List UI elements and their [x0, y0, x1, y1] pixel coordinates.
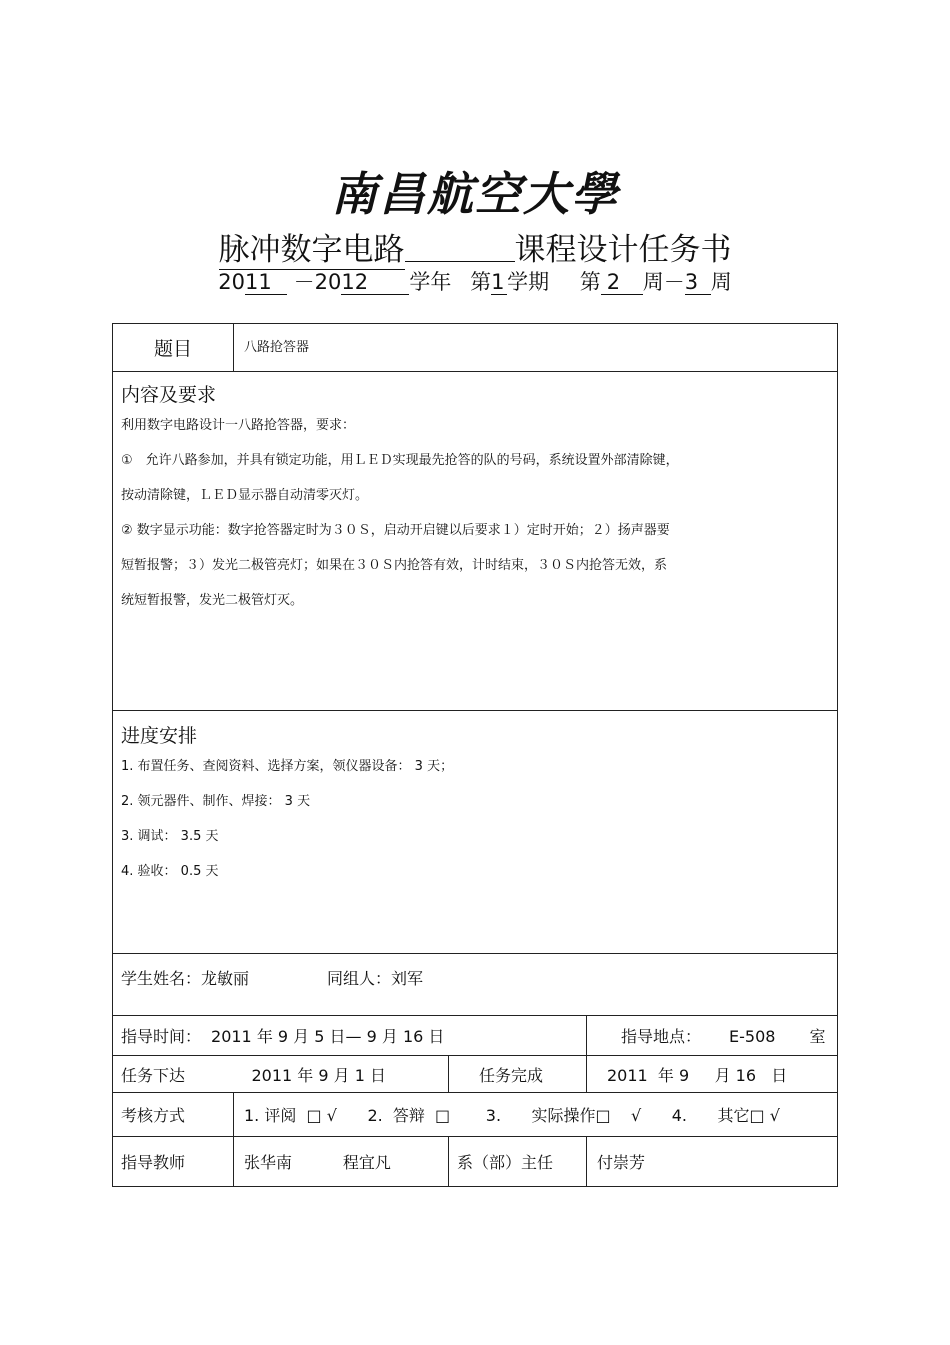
task-row	[113, 1056, 838, 1093]
topic-row	[113, 324, 838, 372]
title-suffix: 课程设计任务书	[514, 232, 732, 268]
year-start-value: 11	[245, 270, 287, 295]
requirement-line: 按动清除键，ＬＥＤ显示器自动清零灭灯。	[121, 488, 369, 503]
guidance-time-label: 指导时间：	[121, 1027, 202, 1046]
week-suffix: 周	[710, 270, 732, 294]
week-mid: 周－	[642, 270, 685, 294]
teacher-row	[113, 1137, 838, 1187]
topic-label: 题目	[113, 324, 234, 372]
task-form-table	[112, 323, 838, 1187]
group-label: 同组人：	[327, 969, 392, 988]
schedule-row	[113, 711, 838, 954]
requirement-line: 利用数字电路设计一八路抢答器，要求：	[121, 418, 356, 433]
term-line	[0, 266, 950, 296]
year-dash: －	[293, 270, 315, 294]
term-prefix: 第	[470, 270, 492, 294]
requirement-line: 统短暂报警，发光二极管灯灭。	[121, 593, 304, 608]
teacher-names: 张华南 程宜凡	[234, 1137, 449, 1187]
course-name: 脉冲数字电路	[219, 224, 405, 270]
requirements-heading: 内容及要求	[121, 384, 217, 406]
schedule-item: 1. 布置任务、查阅资料、选择方案，领仪器设备： 3 天；	[121, 759, 454, 774]
requirement-line: ② 数字显示功能：数字抢答器定时为３０Ｓ，启动开启键以后要求１）定时开始；２）扬声器要	[121, 523, 670, 538]
week-end-value: 3	[685, 270, 711, 295]
requirements-section	[113, 372, 838, 711]
title-blank	[405, 233, 515, 262]
dept-head-label: 系（部）主任	[449, 1137, 587, 1187]
assessment-row	[113, 1093, 838, 1137]
week-start-value: 2	[601, 270, 643, 295]
student-row	[113, 954, 838, 1016]
year-end-prefix: 20	[314, 270, 342, 294]
task-done-label: 任务完成	[449, 1056, 587, 1093]
guidance-time-row	[113, 1016, 838, 1056]
schedule-heading: 进度安排	[121, 725, 198, 747]
university-logo: 南昌航空大學	[331, 167, 619, 221]
schedule-section	[113, 711, 838, 954]
dept-head-name: 付崇芳	[587, 1137, 838, 1187]
task-issued-value: 2011 年 9 月 1 日	[234, 1056, 449, 1093]
term-suffix: 学期	[507, 270, 550, 294]
year-start-prefix: 20	[218, 270, 245, 294]
assessment-label: 考核方式	[113, 1093, 234, 1137]
week-prefix: 第	[579, 270, 601, 294]
schedule-item: 2. 领元器件、制作、焊接： 3 天	[121, 794, 311, 809]
guidance-time-cell	[113, 1016, 587, 1056]
document-title	[0, 224, 950, 270]
assessment-value: 1. 评阅 □ √ 2. 答辩 □ 3. 实际操作□ √ 4. 其它□ √	[234, 1093, 838, 1137]
student-info	[113, 954, 838, 1016]
student-name-label: 学生姓名：	[121, 969, 202, 988]
guidance-place-cell	[587, 1016, 838, 1056]
group-members: 刘军	[391, 969, 424, 988]
guidance-time-value: 2011 年 9 月 5 日— 9 月 16 日	[211, 1027, 445, 1046]
student-name: 龙敏丽	[201, 969, 250, 988]
topic-value: 八路抢答器	[234, 324, 838, 372]
guidance-place-value: E-508	[729, 1027, 776, 1046]
requirements-row	[113, 372, 838, 711]
requirement-line: 短暂报警；３）发光二极管亮灯；如果在３０Ｓ内抢答有效，计时结束，３０Ｓ内抢答无效，系	[121, 558, 668, 573]
schedule-item: 4. 验收： 0.5 天	[121, 864, 219, 879]
task-done-value: 2011 年 9 月 16 日	[587, 1056, 838, 1093]
term-value: 1	[491, 270, 507, 295]
task-issued-label: 任务下达	[113, 1056, 234, 1093]
requirement-line: ① 允许八路参加，并具有锁定功能，用ＬＥＤ实现最先抢答的队的号码，系统设置外部清除键，	[121, 453, 679, 468]
academic-year-label: 学年	[409, 270, 452, 294]
guidance-place-label: 指导地点：	[621, 1027, 702, 1046]
year-end-value: 12	[341, 270, 409, 295]
schedule-item: 3. 调试： 3.5 天	[121, 829, 219, 844]
teacher-label: 指导教师	[113, 1137, 234, 1187]
guidance-place-suffix: 室	[809, 1027, 826, 1046]
